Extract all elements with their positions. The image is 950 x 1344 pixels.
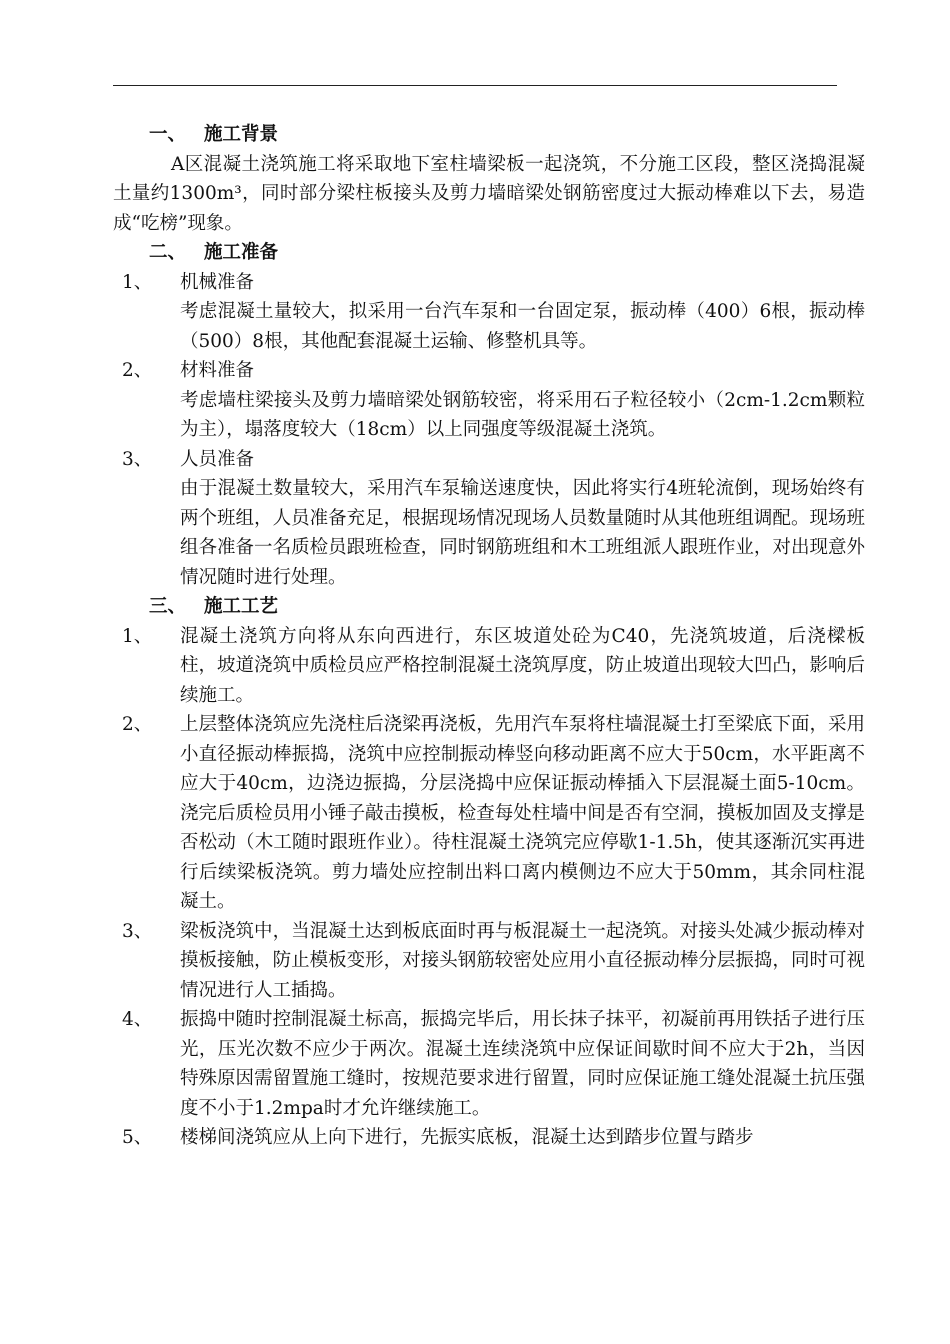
item-text: 混凝土浇筑方向将从东向西进行，东区坡道处砼为C40，先浇筑坡道，后浇樑板柱，坡道浇筑中质检员应严格控制混凝土浇筑厚度，防止坡道出现较大凹凸，影响后续施工。 xyxy=(180,625,865,706)
process-item-1 xyxy=(113,622,865,711)
item-text: 上层整体浇筑应先浇柱后浇梁再浇板，先用汽车泵将柱墙混凝土打至梁底下面，采用小直径振动棒振捣，浇筑中应控制振动棒竖向移动距离不应大于50cm，水平距离不应大于40cm，边浇边振捣，分层浇捣中应保证振动棒插入下层混凝土面5-10cm。浇完后质检员用小锤子敲击摸板，检查每处柱墙中间是否有空洞，摸板加固及支撑是否松动（木工随时跟班作业）。待柱混凝土浇筑完应停歇1-1.5h，使其逐渐沉实再进行后续梁板浇筑。剪力墙处应控制出料口离内模侧边不应大于50mm，其余同柱混凝土。 xyxy=(180,714,865,912)
item-text: 考虑混凝土量较大，拟采用一台汽车泵和一台固定泵，振动棒（400）6根，振动棒（500）8根，其他配套混凝土运输、修整机具等。 xyxy=(180,301,865,352)
item-text: 楼梯间浇筑应从上向下进行，先振实底板，混凝土达到踏步位置与踏步 xyxy=(180,1127,754,1148)
section-heading-background xyxy=(113,120,865,150)
item-number: 3、 xyxy=(122,448,153,470)
section-title: 施工准备 xyxy=(204,242,279,263)
item-number: 3、 xyxy=(122,920,153,942)
process-item-3 xyxy=(113,917,865,1006)
prep-item-personnel xyxy=(113,445,865,475)
background-paragraph: A区混凝土浇筑施工将采取地下室柱墙梁板一起浇筑，不分施工区段，整区浇捣混凝土量约1300m³，同时部分梁柱板接头及剪力墙暗梁处钢筋密度过大振动棒难以下去，易造成“吃榜”现象。 xyxy=(113,153,865,234)
header-rule xyxy=(113,85,837,86)
section-number: 一、 xyxy=(149,124,187,145)
process-item-5 xyxy=(113,1123,865,1153)
item-title: 机械准备 xyxy=(180,271,255,293)
item-number: 5、 xyxy=(122,1127,153,1148)
process-item-2 xyxy=(113,710,865,917)
process-item-4 xyxy=(113,1005,865,1123)
section-heading-process xyxy=(113,592,865,622)
section-title: 施工背景 xyxy=(204,124,279,145)
item-text: 由于混凝土数量较大，采用汽车泵输送速度快，因此将实行4班轮流倒，现场始终有两个班组，人员准备充足，根据现场情况现场人员数量随时从其他班组调配。现场班组各准备一名质检员跟班检查，同时钢筋班组和木工班组派人跟班作业，对出现意外情况随时进行处理。 xyxy=(180,478,865,588)
item-text: 考虑墙柱梁接头及剪力墙暗梁处钢筋较密，将采用石子粒径较小（2cm-1.2cm颗粒为主），塌落度较大（18cm）以上同强度等级混凝土浇筑。 xyxy=(180,389,865,440)
item-title: 人员准备 xyxy=(180,448,255,470)
section-number: 三、 xyxy=(149,596,187,617)
item-title: 材料准备 xyxy=(180,360,255,381)
section-number: 二、 xyxy=(149,242,187,263)
section-heading-preparation xyxy=(113,238,865,268)
item-number: 1、 xyxy=(122,271,153,293)
section-title: 施工工艺 xyxy=(204,596,279,617)
item-number: 2、 xyxy=(122,360,153,381)
prep-item-machinery xyxy=(113,268,865,298)
prep-item-materials xyxy=(113,356,865,386)
item-text: 梁板浇筑中，当混凝土达到板底面时再与板混凝土一起浇筑。对接头处减少振动棒对摸板接触，防止模板变形，对接头钢筋较密处应用小直径振动棒分层振捣，同时可视情况进行人工插捣。 xyxy=(180,920,865,1001)
item-number: 4、 xyxy=(122,1009,153,1030)
document-body xyxy=(113,120,865,1153)
item-number: 2、 xyxy=(122,714,153,735)
item-text: 振捣中随时控制混凝土标高，振捣完毕后，用长抹子抹平，初凝前再用铁括子进行压光，压光次数不应少于两次。混凝土连续浇筑中应保证间歇时间不应大于2h，当因特殊原因需留置施工缝时，按规范要求进行留置，同时应保证施工缝处混凝土抗压强度不小于1.2mpa时才允许继续施工。 xyxy=(180,1009,865,1119)
item-number: 1、 xyxy=(122,625,153,647)
